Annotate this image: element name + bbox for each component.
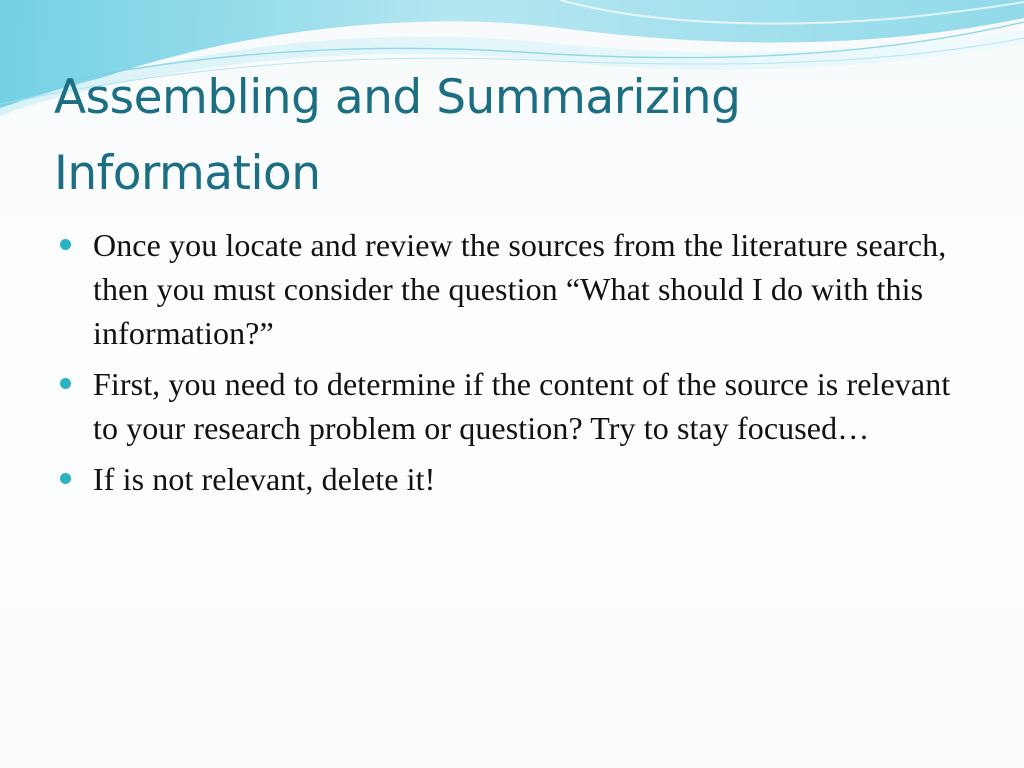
list-item [60,362,960,450]
bullet-text: Once you locate and review the sources from the literature search, then you must consider the question “What should I do with this information?” [93,227,947,351]
bullet-text: First, you need to determine if the content of the source is relevant to your research problem or question? Try to stay focused… [93,366,951,446]
slide-title: Assembling and Summarizing Information [54,70,741,201]
bullet-list [60,223,960,508]
list-item [60,223,960,355]
list-item [60,457,960,501]
bullet-dot-icon [60,378,71,389]
bullet-dot-icon [60,473,71,484]
bullet-text: If is not relevant, delete it! [93,461,436,497]
bullet-dot-icon [60,239,71,250]
